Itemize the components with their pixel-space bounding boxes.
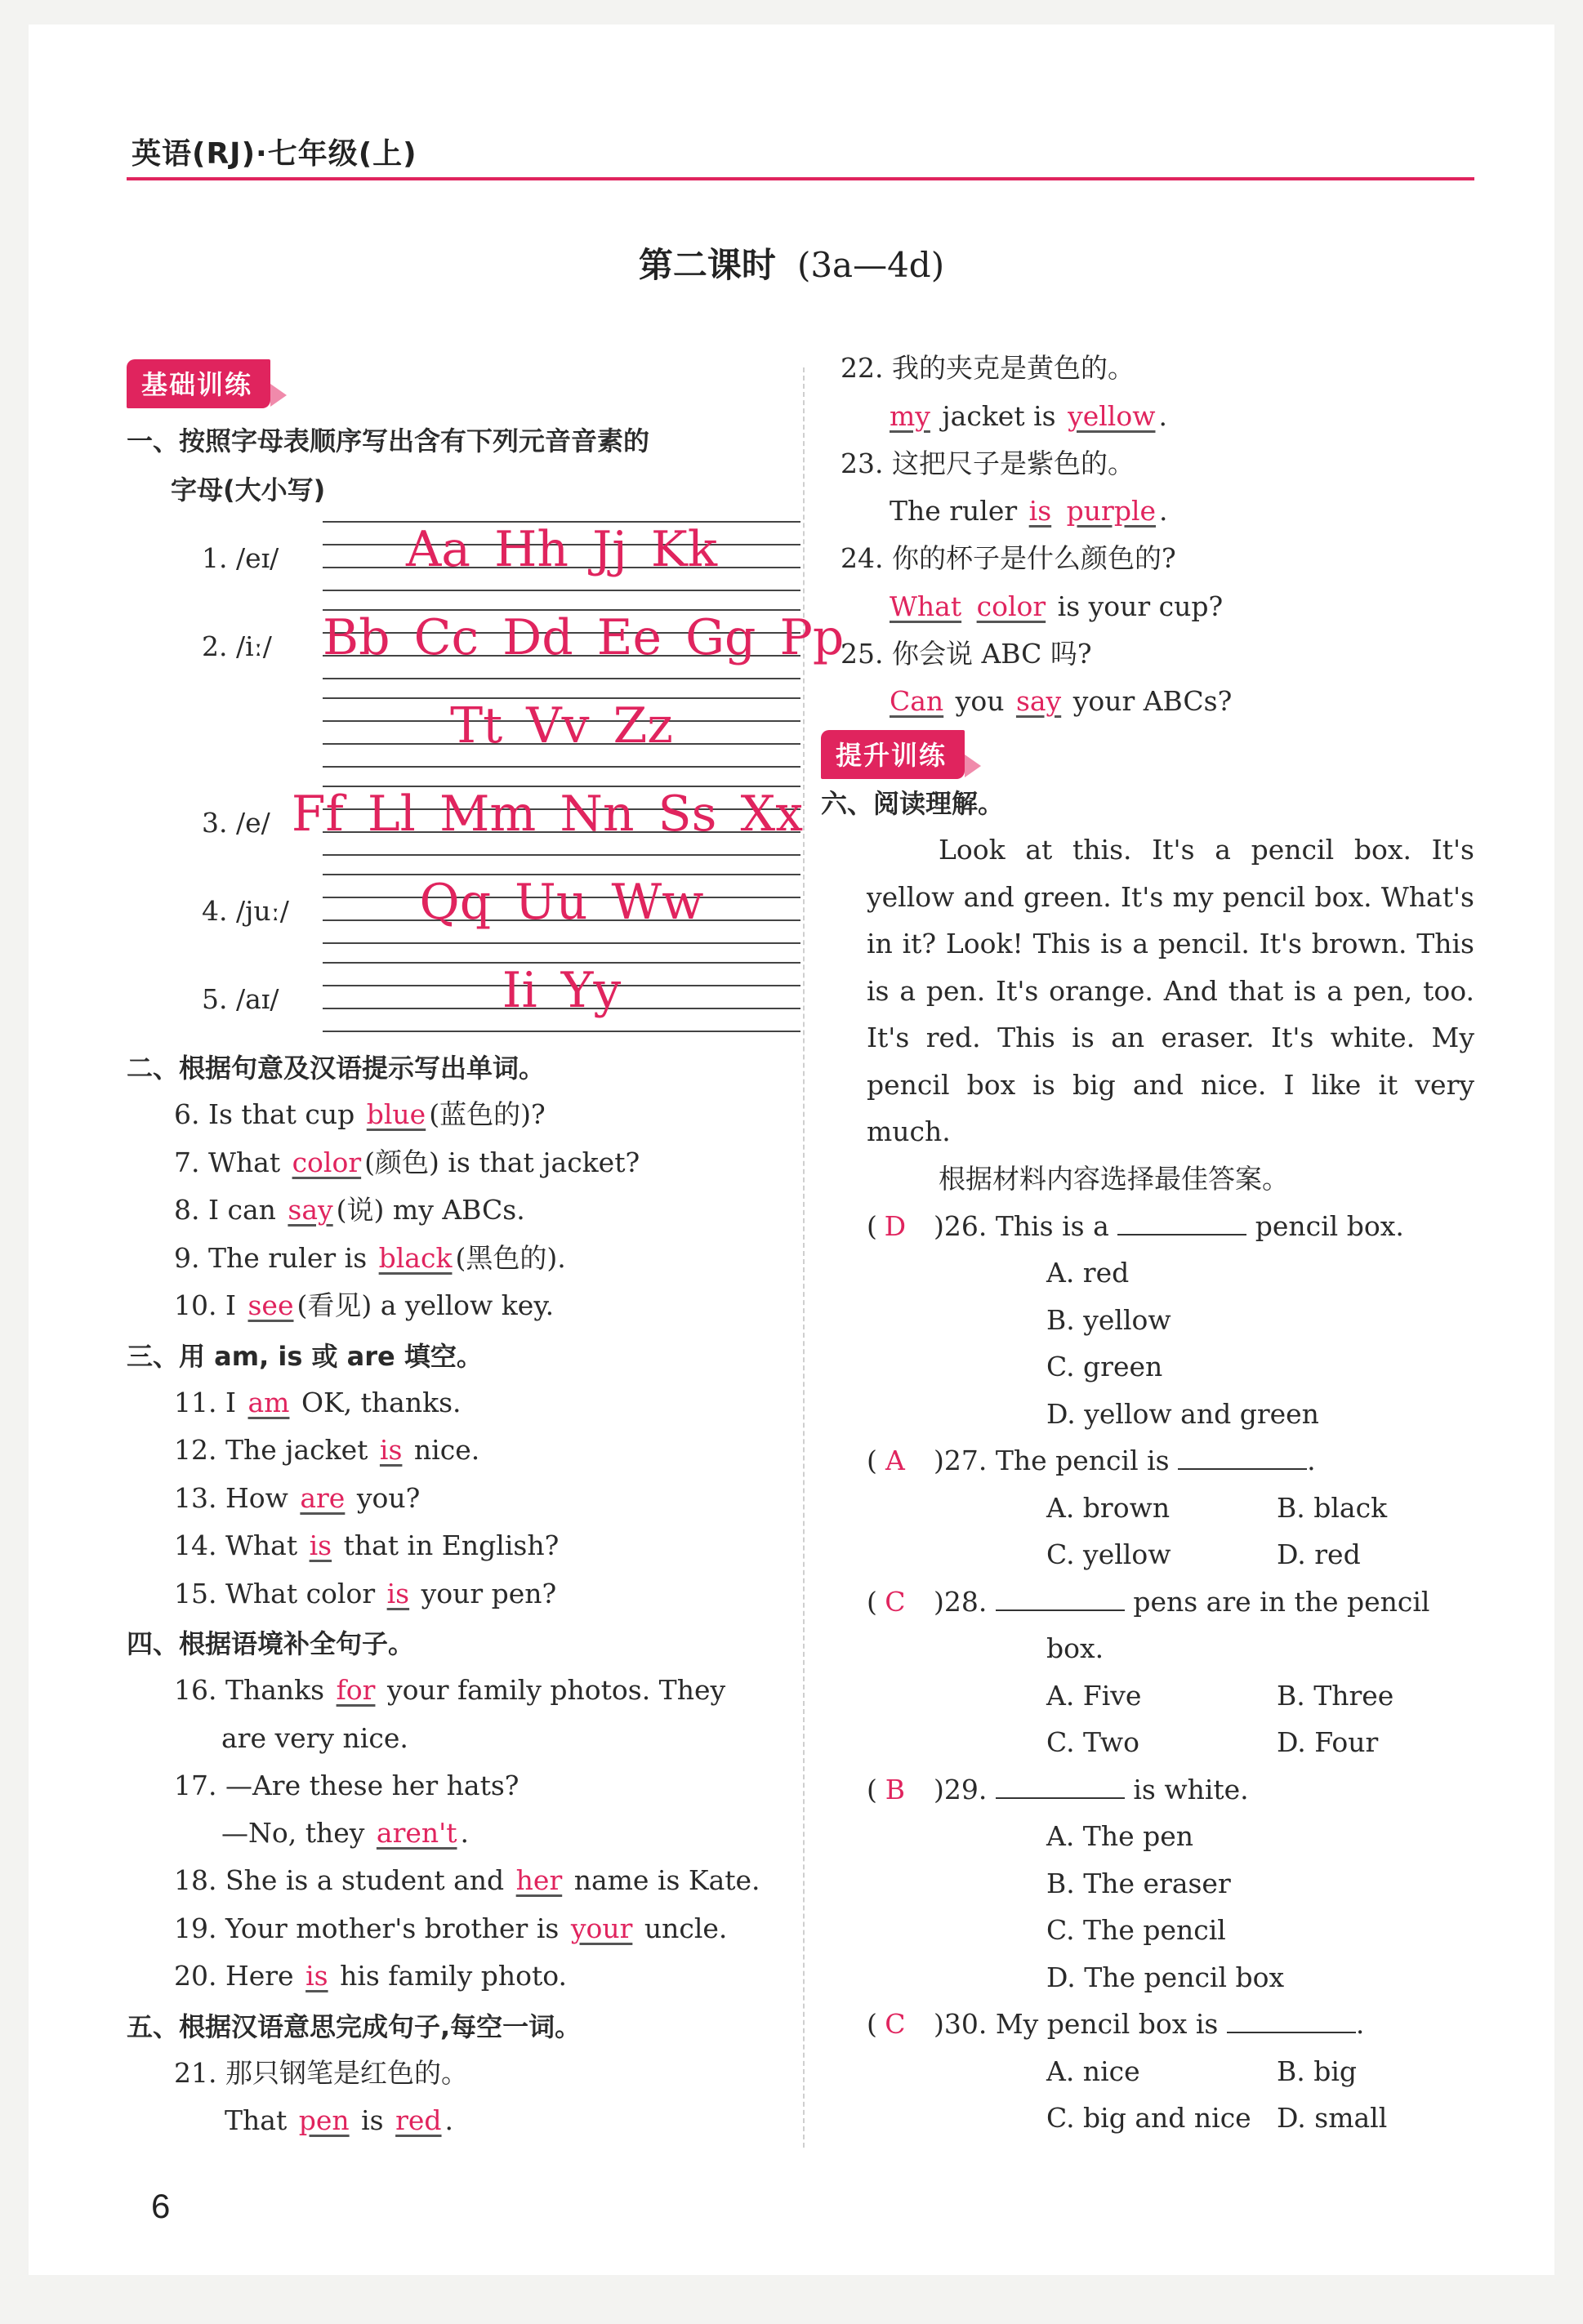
option: B. The eraser bbox=[1046, 1867, 1231, 1899]
phonics-letters: Tt Vv Zz bbox=[450, 697, 673, 755]
options-row bbox=[821, 2095, 1474, 2142]
option: C. big and nice bbox=[1046, 2102, 1251, 2134]
section-3-title: 三、用 am, is 或 are 填空。 bbox=[127, 1340, 483, 1372]
phonics-label: 5. /aɪ/ bbox=[202, 983, 279, 1015]
question-28: ( C )28. pens are in the pencil bbox=[821, 1578, 1474, 1626]
exercise-item: 9. The ruler is black (黑色的). bbox=[174, 1241, 566, 1274]
page-number: 6 bbox=[151, 2187, 171, 2225]
phonics-label: 3. /e/ bbox=[202, 807, 270, 839]
phonics-label: 1. /eɪ/ bbox=[202, 542, 279, 574]
exercise-item: 25. 你会说 ABC 吗? bbox=[841, 637, 1092, 670]
answer: pen bbox=[298, 2104, 350, 2136]
section-1-title-cont: 字母(大小写) bbox=[171, 474, 326, 505]
options-row bbox=[821, 1531, 1474, 1578]
exercise-item: 11. I am OK, thanks. bbox=[174, 1386, 462, 1418]
answer: is bbox=[386, 1577, 410, 1609]
phonics-row bbox=[127, 866, 796, 954]
exercise-item: 17. —Are these her hats? bbox=[174, 1769, 519, 1801]
option: A. brown bbox=[1046, 1491, 1171, 1524]
exercise-item-cont: —No, they aren't . bbox=[221, 1817, 469, 1849]
question-26: ( D )26. This is a pencil box. bbox=[821, 1203, 1474, 1250]
answer: are bbox=[300, 1481, 346, 1514]
answer-blank bbox=[1227, 2009, 1356, 2033]
phonics-row bbox=[127, 689, 796, 777]
right-column bbox=[821, 345, 1474, 2142]
reading-instruction: 根据材料内容选择最佳答案。 bbox=[939, 1162, 1289, 1195]
phonics-label: 4. /juː/ bbox=[202, 895, 289, 927]
answer: is bbox=[309, 1529, 332, 1561]
option: B. Three bbox=[1277, 1679, 1394, 1712]
exercise-item-answer: What color is your cup? bbox=[821, 583, 1474, 630]
exercise-item: 16. Thanks for your family photos. They bbox=[174, 1674, 726, 1706]
phonics-row bbox=[127, 777, 804, 866]
option: A. red bbox=[1046, 1257, 1130, 1289]
answer: What bbox=[890, 590, 962, 622]
answer: for bbox=[336, 1674, 376, 1706]
lesson-title bbox=[29, 238, 1554, 287]
header-rule bbox=[127, 177, 1474, 180]
answer: Can bbox=[890, 685, 944, 717]
answer: is bbox=[1028, 495, 1052, 527]
phonics-row bbox=[127, 513, 796, 601]
reading-passage: Look at this. It's a pencil box. It's yellow and green. It's my pencil box. What's in it? Look! This is a pencil. It's brown. This is a pen. It's orange. And that is a pen, too. It's red. This is an eraser. It's white. My pencil box is big and nice. I like it very much. bbox=[867, 834, 1474, 1147]
exercise-item: 21. 那只钢笔是红色的。 bbox=[174, 2056, 468, 2089]
exercise-item: 8. I can say (说) my ABCs. bbox=[174, 1194, 525, 1226]
answer: am bbox=[247, 1386, 290, 1418]
option: D. yellow and green bbox=[1046, 1397, 1319, 1430]
answer-blank bbox=[996, 1587, 1125, 1611]
option: D. red bbox=[1277, 1538, 1361, 1570]
answer: aren't bbox=[376, 1817, 457, 1849]
lesson-name: 第二课时 bbox=[638, 245, 776, 285]
answer: your bbox=[570, 1912, 633, 1944]
answer-blank bbox=[1117, 1211, 1246, 1235]
left-column bbox=[127, 359, 845, 2144]
exercise-item: 12. The jacket is nice. bbox=[174, 1434, 480, 1466]
chosen-answer: B bbox=[885, 1773, 905, 1805]
phonics-letters: Bb Cc Dd Ee Gg Pp bbox=[323, 609, 845, 666]
chosen-answer: C bbox=[885, 1585, 906, 1618]
phonics-letters: Ii Yy bbox=[502, 962, 622, 1019]
exercise-item: 15. What color is your pen? bbox=[174, 1577, 557, 1609]
answer: color bbox=[292, 1146, 362, 1178]
exercise-item: 6. Is that cup blue (蓝色的)? bbox=[174, 1098, 546, 1130]
phonics-letters: Ff Ll Mm Nn Ss Xx bbox=[291, 786, 804, 843]
answer: say bbox=[288, 1194, 333, 1226]
question-27: ( A )27. The pencil is . bbox=[821, 1437, 1474, 1485]
options-row bbox=[821, 1485, 1474, 1532]
answer-blank bbox=[1178, 1445, 1307, 1470]
section-5-title: 五、根据汉语意思完成句子,每空一词。 bbox=[127, 2010, 582, 2042]
option: B. big bbox=[1277, 2055, 1358, 2087]
workbook-page bbox=[29, 24, 1554, 2275]
exercise-item: 10. I see (看见) a yellow key. bbox=[174, 1289, 555, 1321]
option: A. nice bbox=[1046, 2055, 1140, 2087]
section-4-title: 四、根据语境补全句子。 bbox=[127, 1628, 415, 1659]
option: C. The pencil bbox=[1046, 1914, 1226, 1946]
answer: her bbox=[515, 1864, 563, 1896]
answer: my bbox=[890, 399, 930, 432]
exercise-item: 14. What is that in English? bbox=[174, 1529, 560, 1561]
option: C. green bbox=[1046, 1351, 1163, 1382]
exercise-item-answer: The ruler is purple . bbox=[890, 495, 1168, 527]
option: C. Two bbox=[1046, 1726, 1140, 1758]
exercise-item-cont: are very nice. bbox=[221, 1721, 408, 1754]
question-cont: box. bbox=[1046, 1632, 1104, 1664]
answer: color bbox=[976, 590, 1046, 622]
chosen-answer: A bbox=[885, 1445, 905, 1476]
section-6-title: 六、阅读理解。 bbox=[821, 788, 1005, 819]
chosen-answer: D bbox=[884, 1209, 907, 1242]
exercise-item: 23. 这把尺子是紫色的。 bbox=[841, 447, 1135, 479]
phonics-letters: Aa Hh Jj Kk bbox=[405, 521, 718, 578]
answer: red bbox=[395, 2104, 442, 2136]
exercise-item: 20. Here is his family photo. bbox=[174, 1960, 568, 1992]
badge-basic-training: 基础训练 bbox=[127, 359, 270, 408]
answer: say bbox=[1015, 685, 1062, 717]
answer: purple bbox=[1066, 495, 1157, 527]
badge-advanced-training: 提升训练 bbox=[821, 730, 965, 779]
options-row bbox=[821, 1719, 1474, 1766]
chosen-answer: C bbox=[885, 2008, 906, 2040]
answer-blank bbox=[996, 1774, 1125, 1799]
question-30: ( C )30. My pencil box is . bbox=[821, 2001, 1474, 2048]
book-title: 英语(RJ)·七年级(上) bbox=[132, 137, 417, 171]
option: D. Four bbox=[1277, 1726, 1379, 1758]
options-row bbox=[821, 2048, 1474, 2095]
exercise-item: 19. Your mother's brother is your uncle. bbox=[174, 1912, 728, 1944]
lesson-range: (3a—4d) bbox=[796, 245, 945, 285]
exercise-item: 22. 我的夹克是黄色的。 bbox=[841, 352, 1135, 384]
section-2-title: 二、根据句意及汉语提示写出单词。 bbox=[127, 1053, 546, 1084]
option: C. yellow bbox=[1046, 1538, 1171, 1570]
question-29: ( B )29. is white. bbox=[821, 1766, 1474, 1814]
exercise-item: 18. She is a student and her name is Kate. bbox=[174, 1864, 760, 1896]
option: A. The pen bbox=[1046, 1820, 1194, 1852]
option: D. small bbox=[1277, 2102, 1388, 2134]
answer: is bbox=[305, 1960, 328, 1992]
phonics-row bbox=[127, 601, 845, 689]
option: A. Five bbox=[1046, 1679, 1142, 1712]
answer: is bbox=[379, 1434, 403, 1466]
phonics-row bbox=[127, 954, 796, 1042]
answer: black bbox=[378, 1241, 453, 1274]
section-1-title: 一、按照字母表顺序写出含有下列元音音素的 bbox=[127, 425, 650, 456]
exercise-item-answer: my jacket is yellow . bbox=[821, 393, 1474, 440]
answer: yellow bbox=[1068, 399, 1156, 432]
option: D. The pencil box bbox=[1046, 1961, 1285, 1993]
exercise-item-answer: That pen is red . bbox=[225, 2104, 454, 2136]
option: B. yellow bbox=[1046, 1303, 1171, 1336]
phonics-letters: Qq Uu Ww bbox=[419, 874, 704, 931]
options-row bbox=[821, 1672, 1474, 1720]
exercise-item: 24. 你的杯子是什么颜色的? bbox=[841, 542, 1176, 574]
exercise-item-answer: Can you say your ABCs? bbox=[821, 678, 1474, 725]
exercise-item: 7. What color (颜色) is that jacket? bbox=[174, 1146, 640, 1178]
option: B. black bbox=[1277, 1491, 1388, 1524]
exercise-item: 13. How are you? bbox=[174, 1481, 421, 1514]
answer: blue bbox=[366, 1098, 426, 1130]
answer: see bbox=[247, 1289, 294, 1321]
phonics-label: 2. /iː/ bbox=[202, 630, 272, 662]
